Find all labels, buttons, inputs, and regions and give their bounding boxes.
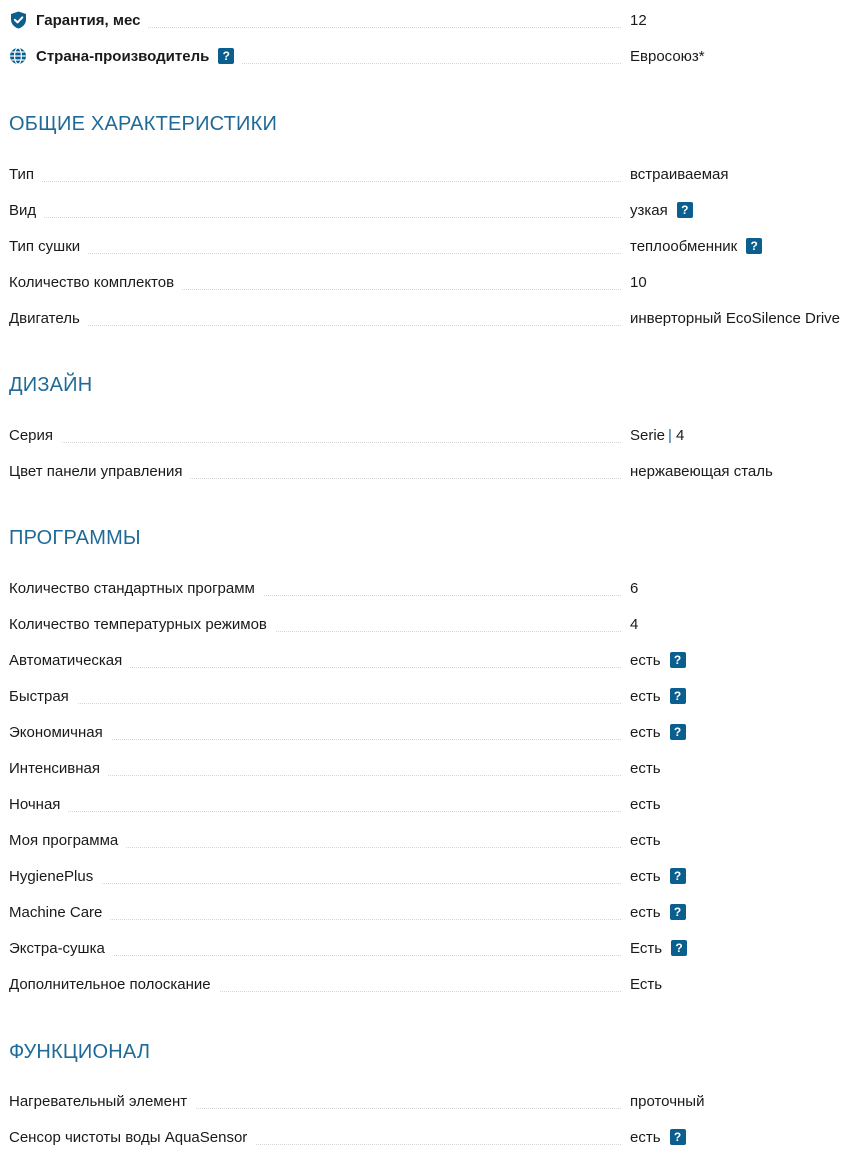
country-value: Евросоюз*	[630, 47, 705, 65]
spec-label: Интенсивная	[9, 759, 100, 777]
spec-row-country	[9, 45, 854, 67]
spec-label: Серия	[9, 426, 54, 444]
spec-value: встраиваемая	[630, 165, 729, 183]
spec-row	[9, 937, 854, 959]
spec-value: есть	[630, 651, 661, 669]
spec-value: 4	[630, 615, 639, 633]
spec-row	[9, 901, 854, 923]
spec-value: нержавеющая сталь	[630, 462, 773, 480]
spec-label: Автоматическая	[9, 651, 123, 669]
spec-value: есть	[630, 723, 661, 741]
spec-value: есть	[630, 831, 661, 849]
spec-value: Есть	[630, 975, 663, 993]
help-icon[interactable]: ?	[746, 238, 762, 254]
spec-label: Тип	[9, 165, 35, 183]
spec-label: Экономичная	[9, 723, 103, 741]
spec-row	[9, 1126, 854, 1148]
spec-label: Вид	[9, 201, 37, 219]
spec-label: Экстра-сушка	[9, 939, 105, 957]
warranty-label: Гарантия, мес	[36, 11, 141, 29]
spec-label: Тип сушки	[9, 237, 81, 255]
help-icon[interactable]: ?	[670, 1129, 686, 1145]
spec-row	[9, 307, 854, 329]
spec-row	[9, 613, 854, 635]
spec-value: есть	[630, 903, 661, 921]
spec-label: Количество температурных режимов	[9, 615, 267, 633]
spec-row	[9, 163, 854, 185]
spec-row	[9, 271, 854, 293]
spec-row	[9, 829, 854, 851]
spec-row	[9, 793, 854, 815]
help-icon[interactable]: ?	[670, 652, 686, 668]
series-separator: |	[668, 426, 672, 444]
spec-label: Сенсор чистоты воды AquaSensor	[9, 1128, 248, 1146]
spec-value: Есть	[630, 939, 663, 957]
section-title-general: ОБЩИЕ ХАРАКТЕРИСТИКИ	[9, 113, 278, 135]
spec-row	[9, 721, 854, 743]
spec-label: Быстрая	[9, 687, 69, 705]
spec-label: Ночная	[9, 795, 61, 813]
section-title-features: ФУНКЦИОНАЛ	[9, 1041, 151, 1063]
spec-row	[9, 460, 854, 482]
series-number: 4	[675, 426, 685, 444]
spec-value: есть	[630, 687, 661, 705]
spec-value: есть	[630, 867, 661, 885]
spec-row-warranty	[9, 9, 854, 31]
section-title-programs: ПРОГРАММЫ	[9, 527, 141, 549]
spec-value: теплообменник	[630, 237, 738, 255]
spec-row-series	[9, 424, 854, 446]
help-icon[interactable]: ?	[677, 202, 693, 218]
help-icon[interactable]: ?	[670, 904, 686, 920]
spec-row	[9, 973, 854, 995]
spec-label: Дополнительное полоскание	[9, 975, 211, 993]
section-title-design: ДИЗАЙН	[9, 374, 93, 396]
spec-label: Двигатель	[9, 309, 80, 327]
shield-check-icon	[9, 11, 27, 29]
spec-label: Цвет панели управления	[9, 462, 183, 480]
spec-value: есть	[630, 1128, 661, 1146]
help-icon[interactable]: ?	[671, 940, 687, 956]
spec-label: Нагревательный элемент	[9, 1092, 188, 1110]
spec-row	[9, 685, 854, 707]
spec-row	[9, 865, 854, 887]
spec-value: узкая	[630, 201, 668, 219]
country-label: Страна-производитель	[36, 47, 210, 65]
spec-value: 6	[630, 579, 639, 597]
spec-row	[9, 199, 854, 221]
spec-row	[9, 1090, 854, 1112]
spec-row	[9, 235, 854, 257]
spec-label: Моя программа	[9, 831, 119, 849]
spec-label: Количество комплектов	[9, 273, 175, 291]
spec-value: проточный	[630, 1092, 705, 1110]
spec-value: инверторный EcoSilence Drive	[630, 309, 841, 327]
spec-row	[9, 649, 854, 671]
warranty-value: 12	[630, 11, 647, 29]
spec-row	[9, 577, 854, 599]
help-icon[interactable]: ?	[670, 724, 686, 740]
globe-icon	[9, 47, 27, 65]
help-icon[interactable]: ?	[218, 48, 234, 64]
help-icon[interactable]: ?	[670, 688, 686, 704]
series-name: Serie	[630, 426, 666, 444]
spec-label: HygienePlus	[9, 867, 94, 885]
spec-label: Machine Care	[9, 903, 103, 921]
spec-value: есть	[630, 795, 661, 813]
spec-value: 10	[630, 273, 647, 291]
spec-row	[9, 757, 854, 779]
spec-value: есть	[630, 759, 661, 777]
help-icon[interactable]: ?	[670, 868, 686, 884]
spec-label: Количество стандартных программ	[9, 579, 255, 597]
